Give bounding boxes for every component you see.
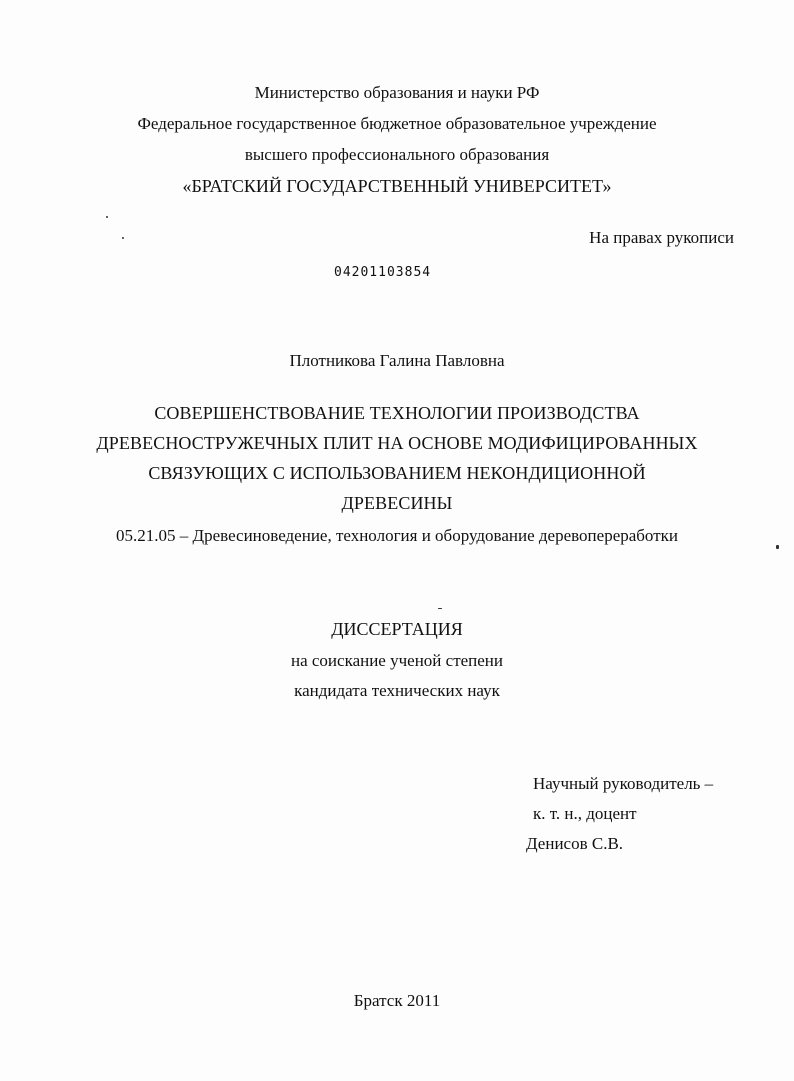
title-line-4: ДРЕВЕСИНЫ (341, 493, 453, 513)
author-name: Плотникова Галина Павловна (289, 351, 505, 370)
registration-number: 04201103854 (334, 265, 432, 280)
scan-speck (106, 216, 108, 218)
ministry-name: Министерство образования и науки РФ (254, 83, 540, 102)
work-type-line-2: кандидата технических наук (294, 681, 500, 700)
scan-speck (122, 237, 124, 239)
supervisor-degree: к. т. н., доцент (533, 804, 637, 823)
university-name: «БРАТСКИЙ ГОСУДАРСТВЕННЫЙ УНИВЕРСИТЕТ» (182, 176, 612, 196)
supervisor-name: Денисов С.В. (526, 834, 624, 853)
institution-line-1: Федеральное государственное бюджетное образовательное учреждение (137, 114, 657, 133)
title-line-1: СОВЕРШЕНСТВОВАНИЕ ТЕХНОЛОГИИ ПРОИЗВОДСТВА (154, 403, 640, 423)
scan-speck (438, 608, 442, 609)
institution-line-2: высшего профессионального образования (244, 145, 550, 164)
specialty: 05.21.05 – Древесиноведение, технология и оборудование деревопереработки (116, 526, 678, 545)
work-type-heading: ДИССЕРТАЦИЯ (331, 619, 463, 639)
work-type-line-1: на соискание ученой степени (290, 651, 504, 670)
place-year: Братск 2011 (353, 991, 441, 1010)
title-line-2: ДРЕВЕСНОСТРУЖЕЧНЫХ ПЛИТ НА ОСНОВЕ МОДИФИЦИРОВАННЫХ (96, 433, 698, 453)
manuscript-note: На правах рукописи (589, 228, 734, 247)
title-line-3: СВЯЗУЮЩИХ С ИСПОЛЬЗОВАНИЕМ НЕКОНДИЦИОННОЙ (148, 463, 646, 483)
supervisor-label: Научный руководитель – (533, 774, 714, 793)
scan-speck (776, 545, 779, 549)
